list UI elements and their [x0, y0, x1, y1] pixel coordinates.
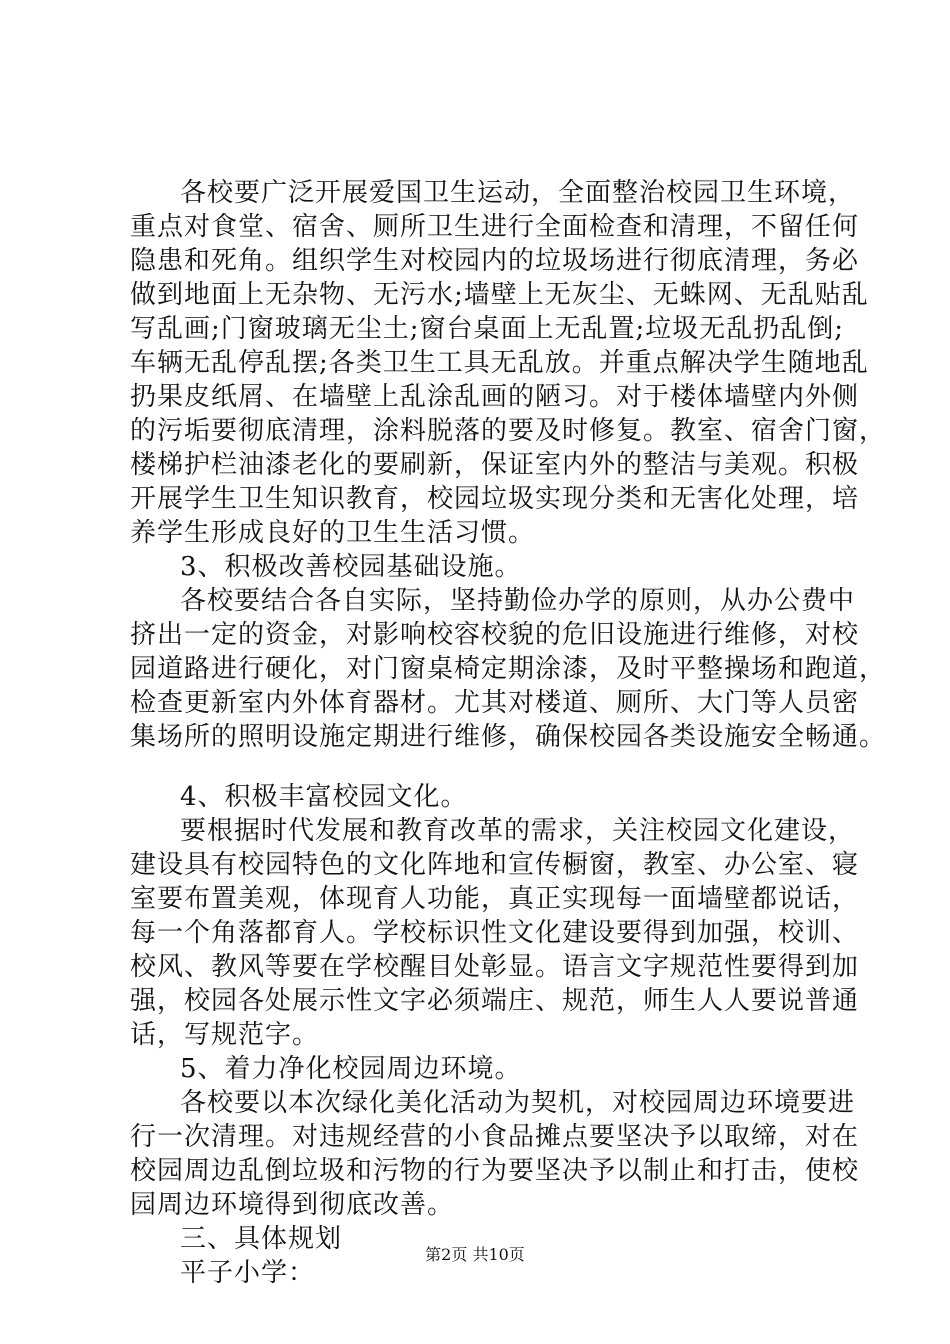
text-line: 养学生形成良好的卫生生活习惯。	[130, 518, 536, 548]
text-line: 车辆无乱停乱摆;各类卫生工具无乱放。并重点解决学生随地乱	[130, 348, 869, 378]
text-line: 重点对食堂、宿舍、厕所卫生进行全面检查和清理，不留任何	[130, 212, 860, 242]
section-heading: 4、积极丰富校园文化。	[180, 782, 468, 812]
page-number: 第2页 共10页	[425, 1245, 525, 1264]
text-line: 开展学生卫生知识教育，校园垃圾实现分类和无害化处理，培	[130, 484, 860, 514]
text-line: 要根据时代发展和教育改革的需求，关注校园文化建设，	[180, 816, 856, 846]
text-line: 隐患和死角。组织学生对校园内的垃圾场进行彻底清理，务必	[130, 246, 860, 276]
text-line: 校风、教风等要在学校醒目处彰显。语言文字规范性要得到加	[130, 952, 860, 982]
text-line: 做到地面上无杂物、无污水;墙壁上无灰尘、无蛛网、无乱贴乱	[130, 280, 869, 310]
text-line: 集场所的照明设施定期进行维修，确保校园各类设施安全畅通。	[130, 722, 887, 752]
text-line: 各校要结合各自实际，坚持勤俭办学的原则，从办公费中	[180, 586, 856, 616]
text-line: 写乱画;门窗玻璃无尘土;窗台桌面上无乱置;垃圾无乱扔乱倒;	[130, 314, 845, 344]
text-line: 楼梯护栏油漆老化的要刷新，保证室内外的整洁与美观。积极	[130, 450, 860, 480]
text-line: 扔果皮纸屑、在墙壁上乱涂乱画的陋习。对于楼体墙壁内外侧	[130, 382, 860, 412]
text-line: 各校要以本次绿化美化活动为契机，对校园周边环境要进	[180, 1088, 856, 1118]
text-line: 室要布置美观，体现育人功能，真正实现每一面墙壁都说话，	[130, 884, 860, 914]
text-line: 检查更新室内外体育器材。尤其对楼道、厕所、大门等人员密	[130, 688, 860, 718]
text-line: 平子小学：	[180, 1258, 316, 1288]
section-heading: 3、积极改善校园基础设施。	[180, 552, 522, 582]
page-footer	[0, 1245, 950, 1265]
section-heading: 5、着力净化校园周边环境。	[180, 1054, 522, 1084]
text-line: 每一个角落都育人。学校标识性文化建设要得到加强，校训、	[130, 918, 860, 948]
text-line: 行一次清理。对违规经营的小食品摊点要坚决予以取缔，对在	[130, 1122, 860, 1152]
text-line: 话，写规范字。	[130, 1020, 320, 1050]
text-line: 各校要广泛开展爱国卫生运动，全面整治校园卫生环境，	[180, 178, 856, 208]
text-line: 的污垢要彻底清理，涂料脱落的要及时修复。教室、宿舍门窗，	[130, 416, 887, 446]
text-line: 强，校园各处展示性文字必须端庄、规范，师生人人要说普通	[130, 986, 860, 1016]
text-line: 建设具有校园特色的文化阵地和宣传橱窗，教室、办公室、寝	[130, 850, 860, 880]
text-line: 校园周边乱倒垃圾和污物的行为要坚决予以制止和打击，使校	[130, 1156, 860, 1186]
text-line: 园道路进行硬化，对门窗桌椅定期涂漆，及时平整操场和跑道，	[130, 654, 887, 684]
text-line: 园周边环境得到彻底改善。	[130, 1190, 455, 1220]
text-line: 挤出一定的资金，对影响校容校貌的危旧设施进行维修，对校	[130, 620, 860, 650]
section-heading: 三、具体规划	[180, 1224, 343, 1254]
